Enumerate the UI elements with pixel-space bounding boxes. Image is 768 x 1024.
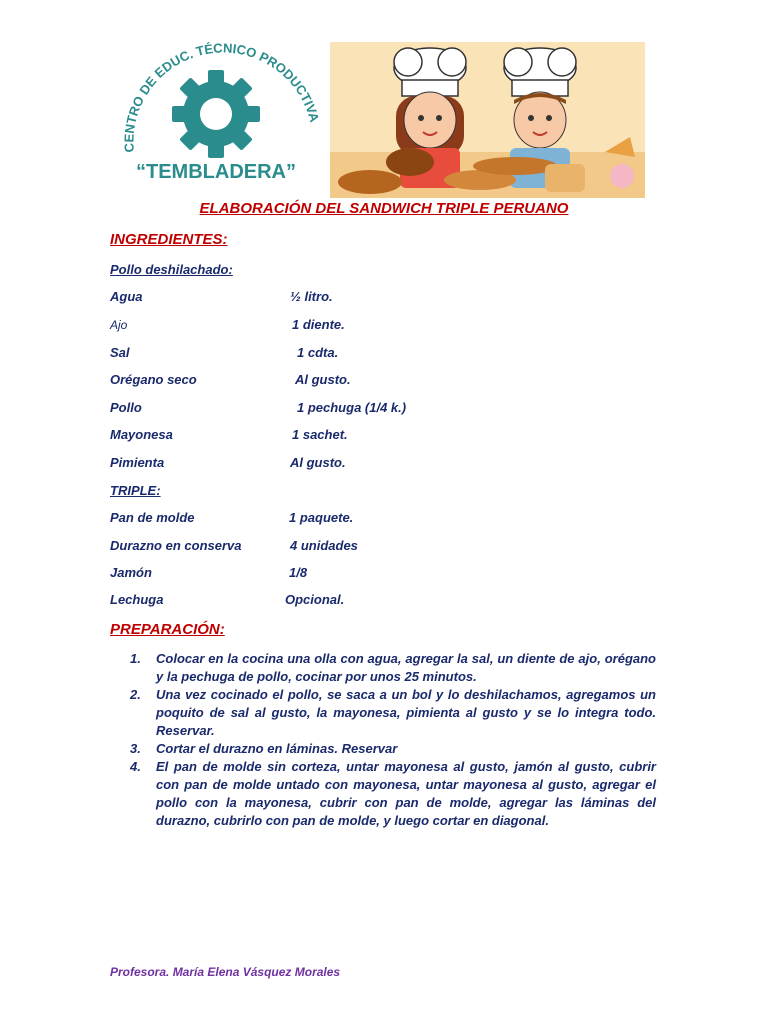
ingredient-name: Sal — [110, 345, 130, 360]
ingredient-qty: 1 sachet. — [292, 427, 348, 442]
step-number: 2. — [130, 687, 141, 702]
ingredient-name: Lechuga — [110, 592, 164, 607]
step-number: 4. — [130, 759, 141, 774]
ingredient-name: Ajo — [110, 318, 128, 332]
ingredient-qty: ½ litro. — [290, 289, 333, 304]
ingredient-qty: Opcional. — [285, 592, 345, 607]
ingredient-qty: 1 paquete. — [289, 510, 354, 525]
section-heading-pollo: Pollo deshilachado: — [110, 262, 233, 277]
ingredients-heading: INGREDIENTES: — [110, 231, 228, 248]
step-number: 3. — [130, 741, 141, 756]
section-heading-triple: TRIPLE: — [110, 483, 161, 498]
ingredient-qty: 1 cdta. — [297, 345, 339, 360]
document-title: ELABORACIÓN DEL SANDWICH TRIPLE PERUANO — [199, 200, 569, 217]
chefs-illustration — [330, 42, 645, 198]
ingredient-name: Pan de molde — [110, 510, 195, 525]
step-text: Colocar en la cocina una olla con agua, agregar la sal, un diente de ajo, orégano y la pechuga de pollo, cocinar por unos 25 minutos. — [156, 651, 656, 684]
preparation-heading: PREPARACIÓN: — [110, 621, 225, 638]
author-footer: Profesora. María Elena Vásquez Morales — [110, 965, 341, 979]
list-item — [110, 650, 656, 686]
ingredient-name: Jamón — [110, 565, 152, 580]
ingredient-name: Durazno en conserva — [110, 538, 242, 553]
ingredient-name: Pollo — [110, 400, 142, 415]
step-text: Una vez cocinado el pollo, se saca a un bol y lo deshilachamos, agregamos un poquito de sal al gusto, la mayonesa, pimienta al gusto y se lo integra todo. Reservar. — [156, 687, 656, 738]
list-item — [110, 686, 656, 740]
school-logo — [112, 40, 324, 200]
ingredient-name: Orégano seco — [110, 372, 197, 387]
ingredient-qty: 4 unidades — [290, 538, 358, 553]
list-item — [110, 740, 656, 758]
list-item — [110, 758, 656, 830]
ingredient-qty: 1 diente. — [292, 317, 345, 332]
step-number: 1. — [130, 651, 141, 666]
ingredient-name: Pimienta — [110, 455, 165, 470]
logo-name: “TEMBLADERA” — [136, 161, 296, 183]
step-text: Cortar el durazno en láminas. Reservar — [156, 741, 398, 756]
gear-icon — [112, 40, 324, 200]
logo-arc-text: CENTRO DE EDUC. TÉCNICO PRODUCTIVA — [121, 40, 323, 153]
ingredient-qty: Al gusto. — [295, 372, 351, 387]
preparation-steps — [110, 650, 656, 830]
ingredient-qty: 1 pechuga (1/4 k.) — [297, 400, 407, 415]
ingredient-name: Agua — [110, 289, 143, 304]
ingredient-name: Mayonesa — [110, 427, 173, 442]
step-text: El pan de molde sin corteza, untar mayonesa al gusto, jamón al gusto, cubrir con pan de molde untado con mayonesa, untar mayonesa al gusto, agregar el pollo con la mayonesa, cubrir con pan de molde, agregar las láminas del durazno, cubrirlo con pan de molde, y luego cortar en diagonal. — [156, 759, 656, 828]
ingredient-qty: 1/8 — [289, 565, 308, 580]
ingredient-qty: Al gusto. — [290, 455, 346, 470]
